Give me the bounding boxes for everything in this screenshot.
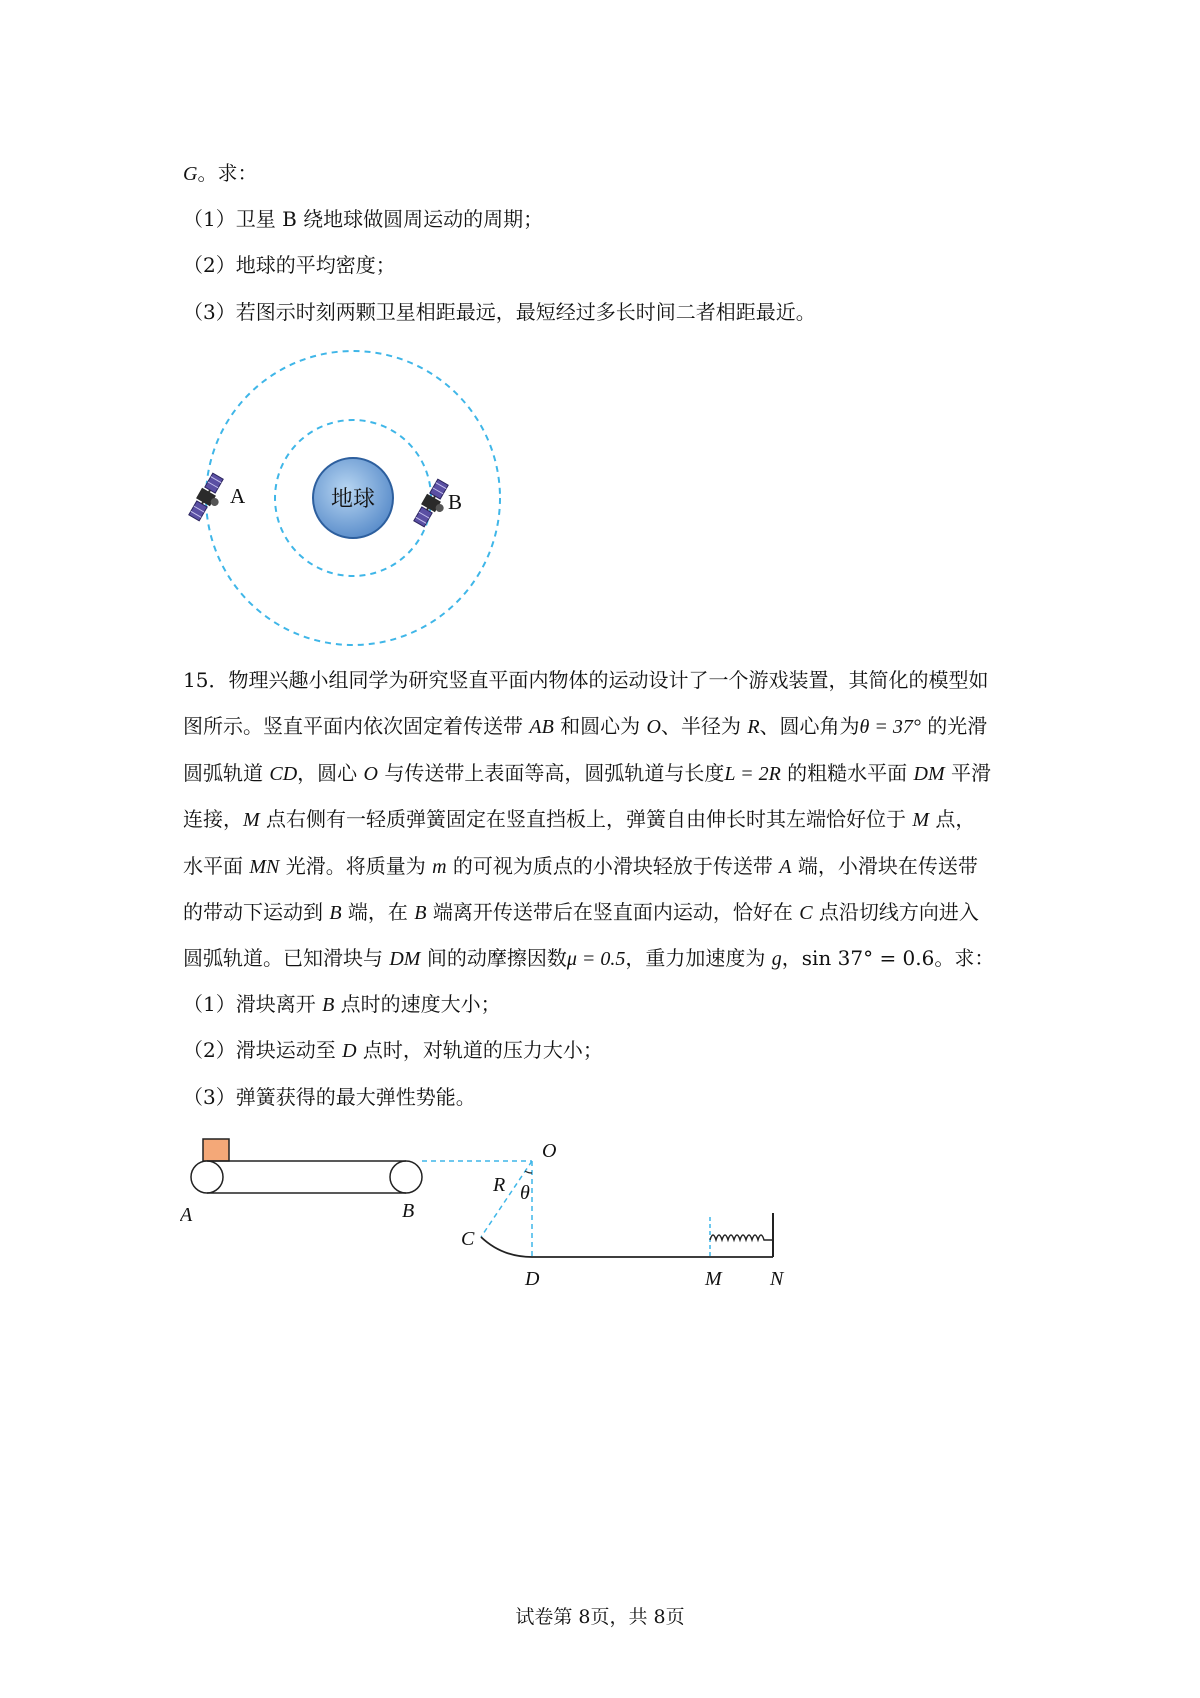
theta-arc — [525, 1171, 532, 1173]
q14-item-3: （3）若图示时刻两颗卫星相距最远，最短经过多长时间二者相距最近。 — [183, 300, 816, 324]
satellite-b-label: B — [448, 490, 463, 514]
q15-text: 的带动下运动到 — [183, 900, 330, 924]
q15-text: 光滑。将质量为 — [279, 854, 433, 878]
q15-text: 点右侧有一轻质弹簧固定在竖直挡板上，弹簧自由伸长时其左端恰好位于 — [259, 807, 913, 831]
q15-formula: L = 2R — [724, 763, 781, 785]
q15-line-2 — [183, 712, 987, 741]
q15-line-4 — [183, 805, 975, 834]
q15-var: O — [646, 716, 661, 738]
q15-text: 。求： — [934, 946, 995, 970]
q15-text: 点， — [929, 807, 976, 831]
q15-var: DM — [913, 763, 945, 785]
q15-var: R — [747, 716, 760, 738]
q15-var: M — [243, 809, 260, 831]
q15-line-6 — [183, 898, 979, 927]
q14-item-1: （1）卫星 B 绕地球做圆周运动的周期； — [183, 207, 544, 231]
q15-text: 平滑 — [944, 761, 991, 785]
label-m: M — [705, 1268, 722, 1290]
q15-text: 、半径为 — [660, 714, 748, 738]
q14-item-2: （2）地球的平均密度； — [183, 253, 396, 277]
q15-line-3 — [183, 759, 991, 788]
q15-var: D — [342, 1040, 357, 1062]
q15-var: DM — [389, 948, 421, 970]
q15-text: 、圆心角为 — [759, 714, 860, 738]
label-n: N — [770, 1268, 784, 1290]
q15-formula: sin 37° = 0.6 — [801, 946, 935, 970]
q15-text: 与传送带上表面等高，圆弧轨道与长度 — [377, 761, 725, 785]
q15-text: ，圆心 — [297, 761, 364, 785]
spring-icon — [710, 1235, 773, 1240]
q15-formula: μ = 0.5 — [566, 948, 626, 970]
q15-var: O — [363, 763, 378, 785]
label-theta: θ — [520, 1182, 530, 1204]
q15-text: 图所示。竖直平面内依次固定着传送带 — [183, 714, 530, 738]
q15-var: CD — [269, 763, 298, 785]
q15-item-text: 点时的速度大小； — [334, 992, 501, 1016]
q15-text: 水平面 — [183, 854, 250, 878]
q15-text: 间的动摩擦因数 — [420, 946, 567, 970]
label-r: R — [493, 1174, 506, 1196]
q15-item-text: （1）滑块离开 — [183, 992, 323, 1016]
q15-text: 圆弧轨道 — [183, 761, 270, 785]
q15-var: B — [322, 994, 335, 1016]
label-b: B — [402, 1200, 415, 1222]
q15-text: 端离开传送带后在竖直面内运动，恰好在 — [426, 900, 800, 924]
arc-cd — [481, 1237, 532, 1257]
q15-item-1 — [183, 990, 501, 1019]
q15-text: ，重力加速度为 — [625, 946, 772, 970]
q15-var: M — [912, 809, 930, 831]
q15-var: MN — [249, 856, 280, 878]
q14-lead-tail: 。求： — [197, 161, 258, 185]
q15-item-3: （3）弹簧获得的最大弹性势能。 — [183, 1085, 476, 1109]
q15-item-text: 点时，对轨道的压力大小； — [356, 1038, 603, 1062]
q15-text: 的粗糙水平面 — [780, 761, 914, 785]
q14-lead-var: G — [183, 163, 198, 185]
earth-label: 地球 — [330, 487, 376, 512]
q15-var: g — [771, 948, 782, 970]
q14-lead — [183, 159, 257, 188]
conveyor-track-figure — [180, 1135, 820, 1295]
q15-text: 端，在 — [341, 900, 415, 924]
label-d: D — [525, 1268, 540, 1290]
satellite-a-icon — [187, 472, 230, 525]
q15-text: 和圆心为 — [553, 714, 647, 738]
q15-line-5 — [183, 852, 978, 881]
satellite-orbit-figure — [180, 335, 520, 655]
q15-text: 的光滑 — [920, 714, 988, 738]
q15-text: 的可视为质点的小滑块轻放于传送带 — [446, 854, 780, 878]
q15-text: 圆弧轨道。已知滑块与 — [183, 946, 390, 970]
q15-item-2 — [183, 1036, 603, 1065]
label-o: O — [542, 1140, 557, 1162]
q15-line-7 — [183, 944, 994, 973]
q15-item-text: （2）滑块运动至 — [183, 1038, 343, 1062]
q15-text: 端，小滑块在传送带 — [791, 854, 978, 878]
q15-var: B — [329, 902, 342, 924]
q15-text: ， — [781, 946, 802, 970]
label-a: A — [180, 1204, 193, 1226]
q15-text: 点沿切线方向进入 — [812, 900, 979, 924]
label-c: C — [461, 1228, 475, 1250]
satellite-a-label: A — [230, 484, 246, 508]
q15-var: B — [414, 902, 427, 924]
q15-formula: θ = 37° — [859, 716, 921, 738]
pulley-b — [390, 1161, 422, 1193]
slider-block — [203, 1139, 229, 1161]
q15-var: A — [779, 856, 792, 878]
q15-var: m — [432, 856, 447, 878]
q15-line-1: 15．物理兴趣小组同学为研究竖直平面内物体的运动设计了一个游戏装置，其简化的模型如 — [183, 668, 989, 692]
page-footer: 试卷第 8页，共 8页 — [515, 1606, 685, 1628]
q15-var: C — [799, 902, 813, 924]
pulley-a — [191, 1161, 223, 1193]
q15-var: AB — [529, 716, 554, 738]
q15-text: 连接， — [183, 807, 243, 831]
